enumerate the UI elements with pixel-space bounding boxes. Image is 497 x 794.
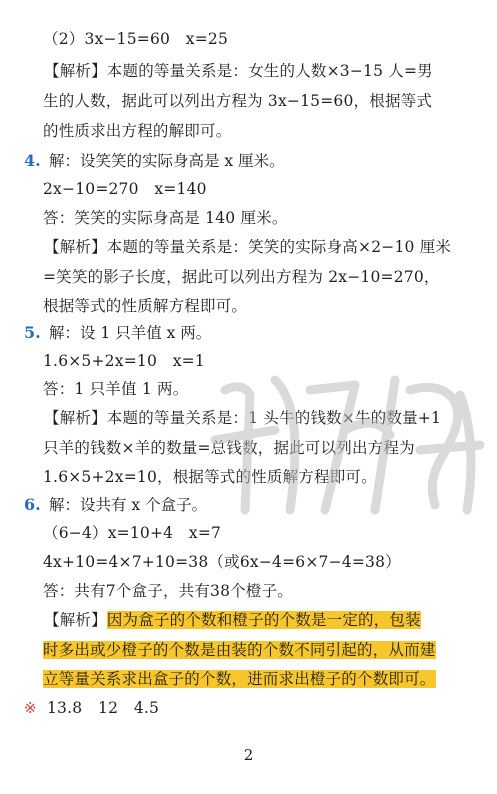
q4-analysis-line-3: 根据等式的性质解方程即可。: [43, 297, 248, 315]
page-number: 2: [243, 746, 254, 764]
q6-analysis-line-2: [43, 639, 436, 661]
q6-equation: （6−4）x=10+4 x=7: [43, 524, 222, 542]
q4-answer: 答：笑笑的实际身高是 140 厘米。: [43, 209, 288, 227]
q4-analysis-line-2: =笑笑的影子长度，据此可以列出方程为 2x−10=270，: [43, 268, 440, 286]
q6-setup: 解：设共有 x 个盒子。: [49, 496, 208, 514]
q5-setup: 解：设 1 只羊值 x 两。: [49, 324, 212, 342]
reference-mark-icon: ※: [24, 699, 37, 717]
q5-analysis-line-1: 【解析】本题的等量关系是：1 头牛的钱数×牛的数量+1: [44, 409, 442, 427]
q6-analysis-highlight-3: 立等量关系求出盒子的个数，进而求出橙子的个数即可。: [43, 670, 436, 688]
q5-number: 5.: [24, 323, 41, 342]
q3b-analysis-line-2: 生的人数，据此可以列出方程为 3x−15=60，根据等式: [43, 92, 433, 110]
q6-check: 4x+10=4×7+10=38（或6x−4=6×7−4=38）: [43, 553, 401, 571]
q4-number: 4.: [24, 151, 41, 170]
q6-analysis-label: 【解析】: [44, 611, 107, 629]
extra-values: 13.8 12 4.5: [47, 699, 160, 717]
q6-answer: 答：共有7个盒子，共有38个橙子。: [43, 582, 293, 600]
q6-analysis-line-1: [44, 609, 421, 631]
q3b-analysis-line-3: 的性质求出方程的解即可。: [43, 122, 232, 140]
q6-number: 6.: [24, 495, 41, 514]
q3b-equation: （2）3x−15=60 x=25: [43, 30, 229, 48]
q5-equation: 1.6×5+2x=10 x=1: [43, 352, 205, 370]
q5-answer: 答：1 只羊值 1 两。: [43, 380, 189, 398]
q4-analysis-line-1: 【解析】本题的等量关系是：笑笑的实际身高×2−10 厘米: [44, 238, 452, 256]
q3b-analysis-line-1: 【解析】本题的等量关系是：女生的人数×3−15 人=男: [44, 62, 433, 80]
q4-setup: 解：设笑笑的实际身高是 x 厘米。: [49, 152, 285, 170]
q5-analysis-line-3: 1.6×5+2x=10，根据等式的性质解方程即可。: [43, 468, 377, 486]
q5-analysis-line-2: 只羊的钱数×羊的数量=总钱数，据此可以列出方程为: [43, 439, 415, 457]
q6-analysis-highlight-1: 因为盒子的个数和橙子的个数是一定的，包装: [106, 611, 421, 629]
q6-analysis-line-3: [43, 668, 436, 690]
q4-equation: 2x−10=270 x=140: [43, 180, 207, 198]
q6-analysis-highlight-2: 时多出或少橙子的个数是由装的个数不同引起的，从而建: [43, 641, 436, 659]
